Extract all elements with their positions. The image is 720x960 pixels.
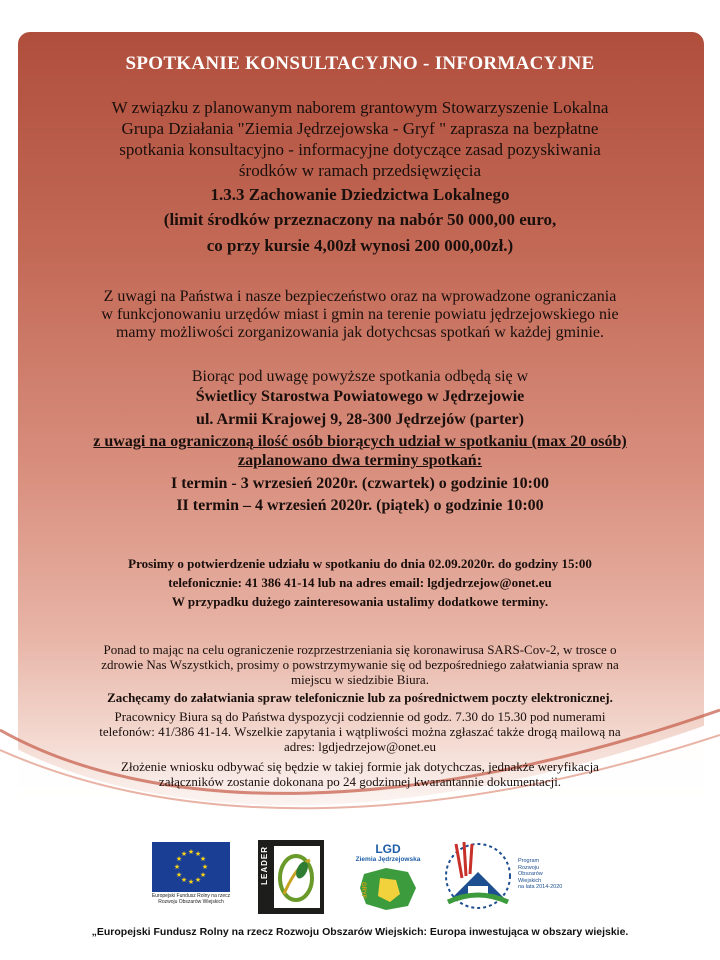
leader-emblem-icon <box>274 846 320 908</box>
footer-note: „Europejski Fundusz Rolny na rzecz Rozwoju Obszarów Wiejskich: Europa inwestująca w obszary wiejskie. <box>91 926 629 938</box>
venue-place: Świetlicy Starostwa Powiatowego w Jędrzejowie <box>195 388 525 405</box>
meeting-term-1: I termin - 3 wrzesień 2020r. (czwartek) o godzinie 10:00 <box>171 475 549 492</box>
svg-text:★: ★ <box>194 850 202 858</box>
venue-address: ul. Armii Krajowej 9, 28-300 Jędrzejów (parter) <box>196 411 524 428</box>
confirm-line-2: telefonicznie: 41 386 41-14 lub na adres email: lgdjedrzejow@onet.eu <box>168 575 552 590</box>
svg-text:★: ★ <box>199 855 207 863</box>
lgd-gryf-label: GRYF <box>360 882 366 899</box>
program-limit: (limit środków przeznaczony na nabór 50 000,00 euro, <box>163 210 557 229</box>
venue-lead: Biorąc pod uwagę powyższe spotkania odbędą się w <box>191 368 529 385</box>
confirm-line-3: W przypadku dużego zainteresowania ustalimy dodatkowe terminy. <box>171 594 549 609</box>
eu-logo <box>148 842 234 914</box>
intro-line-1: W związku z planowanym naborem grantowym Stowarzyszenie Lokalna <box>111 98 609 117</box>
eu-caption-line-1: Europejski Fundusz Rolny na rzecz <box>151 893 231 899</box>
svg-text:★: ★ <box>199 871 207 879</box>
confirm-line-1: Prosimy o potwierdzenie udziału w spotkaniu do dnia 02.09.2020r. do godziny 15:00 <box>128 556 592 571</box>
covid-line-3: miejscu w siedzibie Biura. <box>291 672 429 687</box>
svg-text:★: ★ <box>173 863 181 871</box>
svg-text:★: ★ <box>180 850 188 858</box>
submission-line-1: Złożenie wniosku odbywać się będzie w takiej formie jak dotychczas, jednakże weryfikacja <box>121 759 599 774</box>
prow-logo <box>438 838 564 918</box>
svg-text:★: ★ <box>201 863 209 871</box>
office-line-1: Pracownicy Biura są do Państwa dyspozycji codziennie od godz. 7.30 do 15.30 pod numerami <box>114 709 606 724</box>
lgd-title: LGD <box>375 842 401 856</box>
eu-caption <box>148 894 234 906</box>
intro-line-2: Grupa Działania "Ziemia Jędrzejowska - Gryf " zaprasza na bezpłatne <box>121 119 599 138</box>
submission-line-2: załączników zostanie dokonana po 24 godzinnej kwarantannie dokumentacji. <box>158 774 562 789</box>
svg-text:★: ★ <box>187 878 195 886</box>
eu-caption-line-2: Rozwoju Obszarów Wiejskich <box>158 898 224 905</box>
svg-text:★: ★ <box>175 855 183 863</box>
eu-flag-icon <box>152 842 230 892</box>
covid-line-1: Ponad to mając na celu ograniczenie rozprzestrzeniania się koronawirusa SARS-Cov-2, w trosce o <box>103 642 617 657</box>
svg-text:★: ★ <box>180 876 188 884</box>
notice-line-2: w funkcjonowaniu urzędów miast i gmin na terenie powiatu jędrzejowskiego nie <box>101 306 619 323</box>
svg-text:★: ★ <box>194 876 202 884</box>
prow-line-1: Program <box>518 858 540 864</box>
svg-text:★: ★ <box>175 871 183 879</box>
leader-label: LEADER <box>260 846 269 885</box>
prow-line-2: Rozwoju <box>518 864 540 871</box>
svg-text:★: ★ <box>187 848 195 856</box>
page-title: SPOTKANIE KONSULTACYJNO - INFORMACYJNE <box>125 53 595 74</box>
intro-line-4: środków w ramach przedsięwzięcia <box>238 161 482 180</box>
notice-line-3: mamy możliwości zorganizowania jak dotychcsas spotkań w każdej gminie. <box>115 324 604 341</box>
leader-logo <box>258 840 324 914</box>
notice-line-1: Z uwagi na Państwa i nasze bezpieczeństwo oraz na wprowadzone ograniczania <box>103 288 617 305</box>
prow-line-4: Wiejskich <box>518 877 542 884</box>
encourage-line: Zachęcamy do załatwiania spraw telefonicznie lub za pośrednictwem poczty elektronicznej. <box>107 690 613 705</box>
prow-caption <box>518 858 568 891</box>
meeting-term-2: II termin – 4 wrzesień 2020r. (piątek) o godzinie 10:00 <box>176 497 544 514</box>
program-code: 1.3.3 Zachowanie Dziedzictwa Lokalnego <box>210 185 510 204</box>
venue-limit-note: z uwagi na ograniczoną ilość osób biorących udział w spotkaniu (max 20 osób) <box>93 433 627 450</box>
office-line-2: telefonów: 41/386 41-14. Wszelkie zapytania i wątpliwości można zgłaszać także drogą mailową na <box>99 724 621 739</box>
program-rate: co przy kursie 4,00zł wynosi 200 000,00zł.) <box>206 236 514 255</box>
lgd-logo <box>350 842 426 914</box>
venue-planned: zaplanowano dwa terminy spotkań: <box>237 452 483 469</box>
logo-strip <box>0 838 720 918</box>
lgd-subtitle: Ziemia Jędrzejowska <box>355 856 421 863</box>
prow-emblem-icon <box>438 838 518 918</box>
covid-line-2: zdrowie Nas Wszystkich, prosimy o powstrzymywanie się od bezpośredniego załatwiania spraw na <box>101 657 619 672</box>
office-line-3: adres: lgdjedrzejow@onet.eu <box>283 739 437 754</box>
prow-line-5: na lata 2014-2020 <box>518 884 563 891</box>
intro-line-3: spotkania konsultacyjno - informacyjne dotyczące zasad pozyskiwania <box>119 140 601 159</box>
prow-line-3: Obszarów <box>518 871 543 878</box>
